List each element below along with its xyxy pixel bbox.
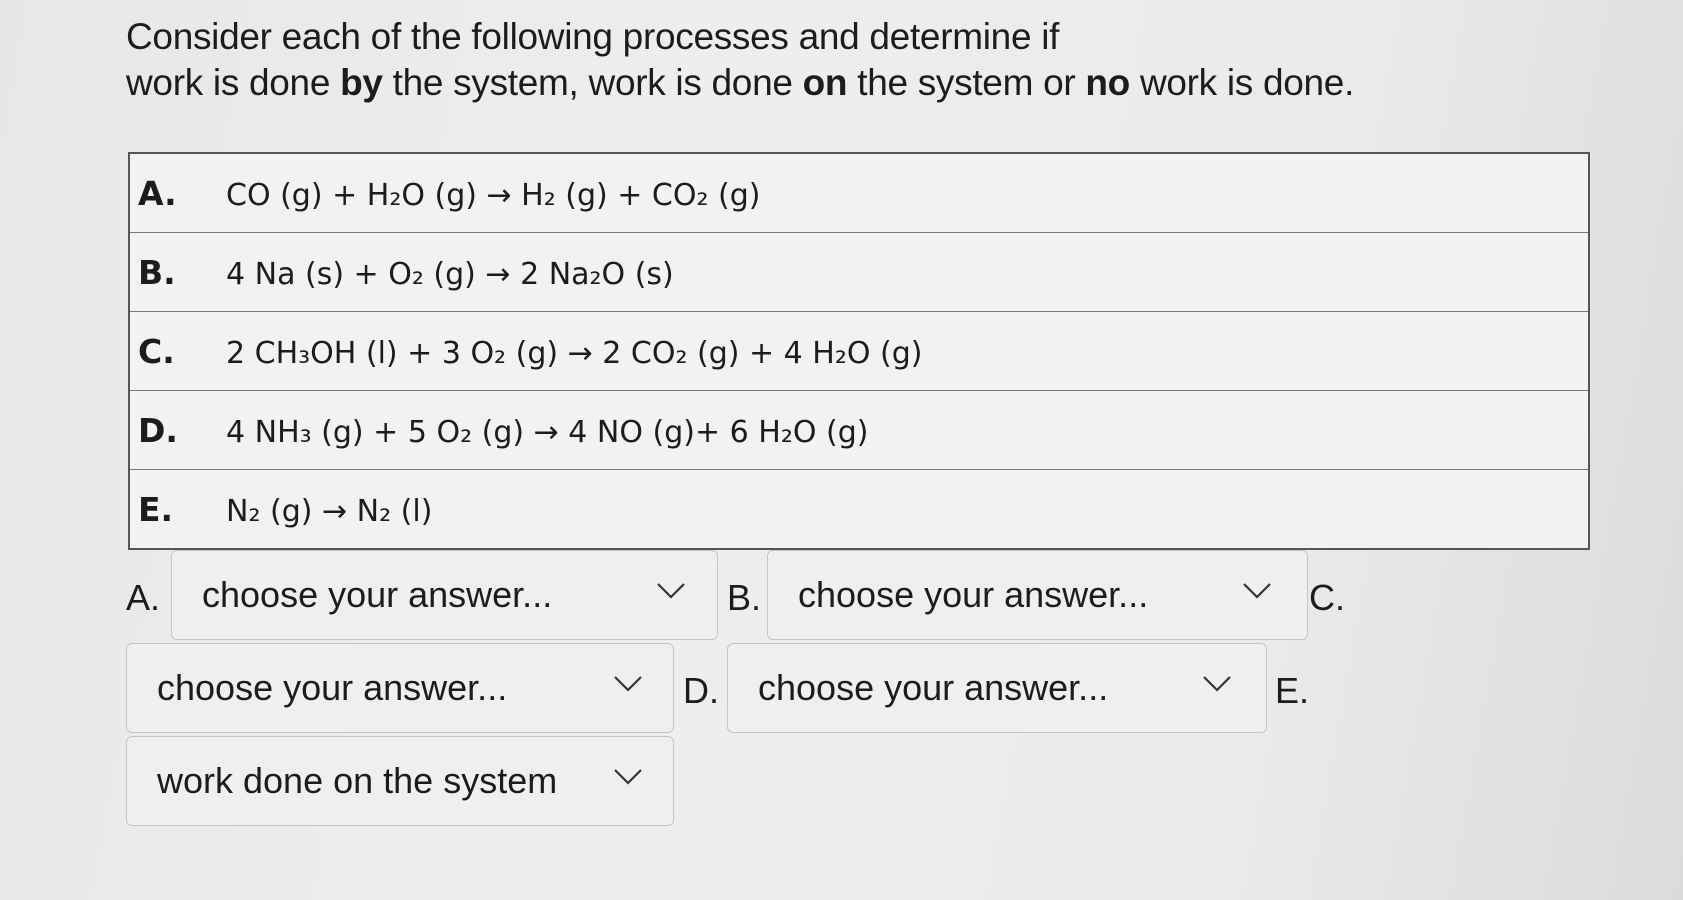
- reaction-equation: 4 Na (s) + O₂ (g) → 2 Na₂O (s): [226, 256, 674, 292]
- question-fragment: work is done.: [1129, 62, 1355, 103]
- answer-label-d: D.: [683, 670, 719, 711]
- chevron-down-icon: [1202, 674, 1232, 694]
- answer-select-b[interactable]: [767, 550, 1308, 640]
- answer-select-d-value: choose your answer...: [758, 667, 1109, 708]
- reaction-equation: 2 CH₃OH (l) + 3 O₂ (g) → 2 CO₂ (g) + 4 H₂O (g): [226, 335, 923, 371]
- emphasis-by: by: [340, 62, 383, 103]
- question-fragment: the system, work is done: [382, 62, 803, 103]
- answer-select-c[interactable]: [126, 643, 674, 733]
- chevron-down-icon: [613, 767, 643, 787]
- reaction-letter: A.: [138, 173, 177, 213]
- answer-select-a-value: choose your answer...: [202, 574, 553, 615]
- question-fragment: the system or: [847, 62, 1086, 103]
- question-fragment: work is done: [126, 62, 341, 103]
- answer-select-b-value: choose your answer...: [798, 574, 1149, 615]
- reaction-letter: D.: [138, 410, 178, 450]
- answer-select-c-value: choose your answer...: [157, 667, 508, 708]
- reaction-letter: C.: [138, 331, 175, 371]
- reaction-equation: CO (g) + H₂O (g) → H₂ (g) + CO₂ (g): [226, 177, 761, 213]
- answer-label-a: A.: [126, 577, 161, 618]
- chevron-down-icon: [656, 581, 686, 601]
- chevron-down-icon: [1242, 581, 1272, 601]
- answer-label-b: B.: [727, 577, 762, 618]
- answer-select-d[interactable]: [727, 643, 1267, 733]
- answer-label-c: C.: [1309, 577, 1345, 618]
- answer-select-e[interactable]: [126, 736, 674, 826]
- answer-select-a[interactable]: [171, 550, 718, 640]
- question-line-1: Consider each of the following processes and determine if: [126, 16, 1060, 57]
- reaction-letter: E.: [138, 489, 174, 529]
- answer-select-e-value: work done on the system: [157, 760, 558, 801]
- reaction-letter: B.: [138, 252, 176, 292]
- reaction-equation: 4 NH₃ (g) + 5 O₂ (g) → 4 NO (g)+ 6 H₂O (g): [226, 414, 869, 450]
- emphasis-no: no: [1085, 62, 1130, 103]
- emphasis-on: on: [802, 62, 848, 103]
- reaction-equation: N₂ (g) → N₂ (l): [226, 493, 433, 529]
- answer-label-e: E.: [1275, 670, 1310, 711]
- chevron-down-icon: [613, 674, 643, 694]
